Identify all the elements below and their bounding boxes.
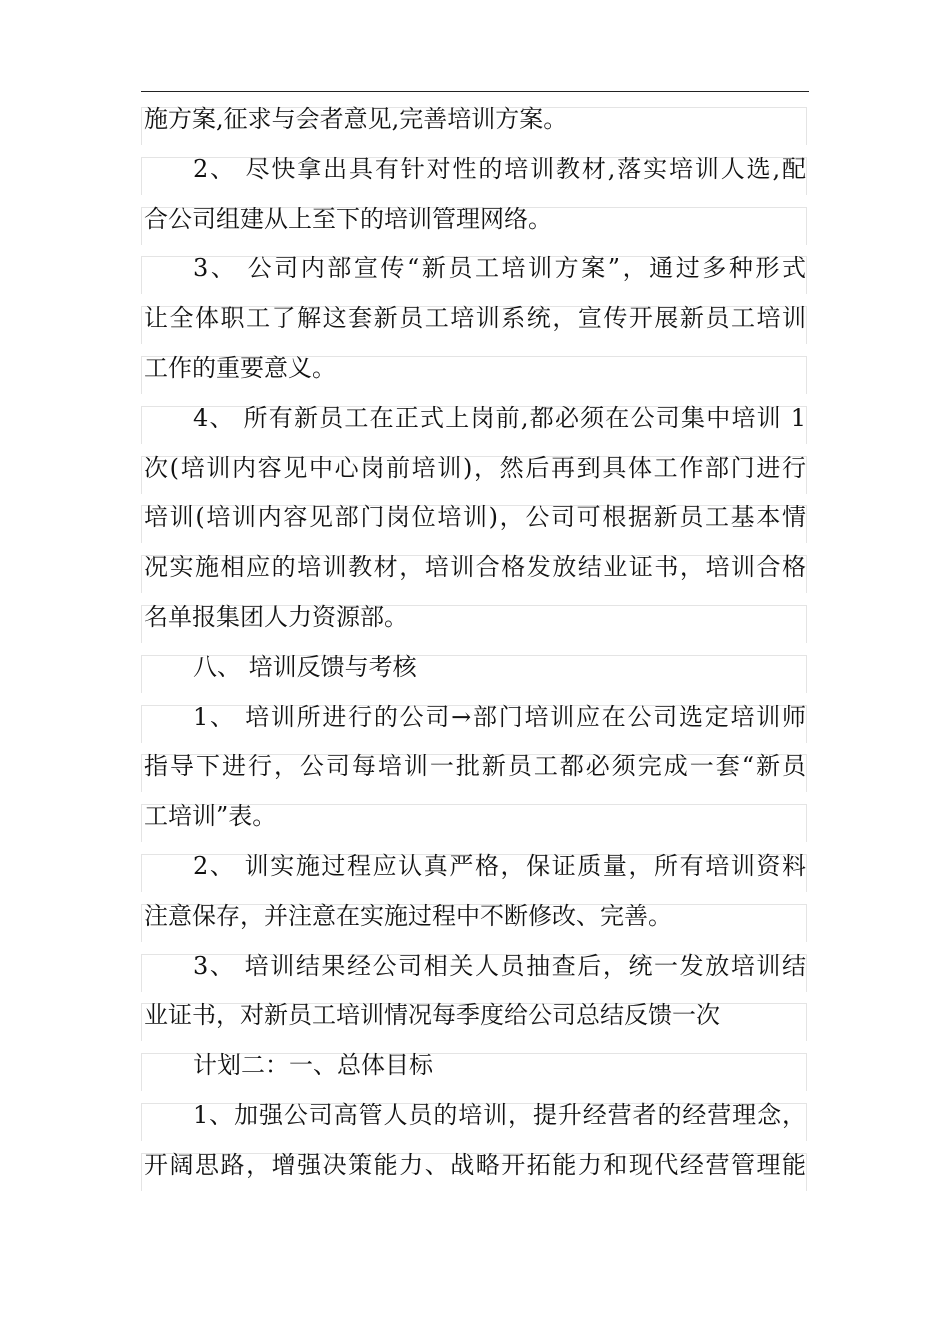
- line-text: 2、 训实施过程应认真严格，保证质量，所有培训资料: [193, 851, 806, 880]
- text-line: [141, 195, 809, 245]
- line-text: 合公司组建从上至下的培训管理网络。: [144, 204, 552, 233]
- line-text: 4、 所有新员工在正式上岗前,都必须在公司集中培训 1: [193, 403, 806, 432]
- text-line: [141, 444, 809, 494]
- line-text: 工培训”表。: [144, 802, 277, 831]
- line-text: 指导下进行，公司每培训一批新员工都必须完成一套“新员: [144, 752, 806, 781]
- text-line: [141, 792, 809, 842]
- line-text: 开阔思路，增强决策能力、战略开拓能力和现代经营管理能: [144, 1150, 806, 1179]
- line-text: 注意保存，并注意在实施过程中不断修改、完善。: [144, 901, 672, 930]
- line-text: 1、 培训所进行的公司→部门培训应在公司选定培训师: [193, 702, 806, 731]
- line-text: 3、 培训结果经公司相关人员抽查后，统一发放培训结: [193, 951, 806, 980]
- line-text: 施方案,征求与会者意见,完善培训方案。: [144, 105, 568, 133]
- line-text: 培训(培训内容见部门岗位培训)，公司可根据新员工基本情: [144, 503, 806, 532]
- text-line: [141, 95, 809, 145]
- text-line: [141, 1091, 809, 1141]
- line-text: 次(培训内容见中心岗前培训)，然后再到具体工作部门进行: [144, 453, 806, 482]
- text-line: [141, 742, 809, 792]
- line-text: 1、加强公司高管人员的培训，提升经营者的经营理念，: [193, 1100, 806, 1129]
- line-text: 3、 公司内部宣传“新员工培训方案”，通过多种形式: [193, 254, 806, 283]
- text-line: [141, 344, 809, 394]
- text-line: [141, 543, 809, 593]
- text-line: [141, 842, 809, 892]
- text-line: [141, 145, 809, 195]
- text-line: [141, 991, 809, 1041]
- line-text: 名单报集团人力资源部。: [144, 602, 408, 631]
- text-line: [141, 593, 809, 643]
- line-text: 八、 培训反馈与考核: [193, 652, 417, 681]
- text-line: [141, 1141, 809, 1191]
- text-line: [141, 244, 809, 294]
- line-text: 2、 尽快拿出具有针对性的培训教材,落实培训人选,配: [193, 154, 806, 183]
- text-line: [141, 942, 809, 992]
- text-line: [141, 693, 809, 743]
- text-line: [141, 394, 809, 444]
- line-text: 工作的重要意义。: [144, 353, 336, 382]
- line-text: 计划二：一、总体目标: [193, 1051, 433, 1080]
- text-line: [141, 294, 809, 344]
- text-line: [141, 493, 809, 543]
- document-body: [141, 95, 809, 1191]
- text-line: [141, 643, 809, 693]
- text-line: [141, 892, 809, 942]
- line-text: 业证书，对新员工培训情况每季度给公司总结反馈一次: [144, 1001, 720, 1030]
- header-rule: [141, 91, 809, 92]
- text-line: [141, 1041, 809, 1091]
- line-text: 让全体职工了解这套新员工培训系统，宣传开展新员工培训: [144, 304, 806, 333]
- line-text: 况实施相应的培训教材，培训合格发放结业证书，培训合格: [144, 553, 806, 582]
